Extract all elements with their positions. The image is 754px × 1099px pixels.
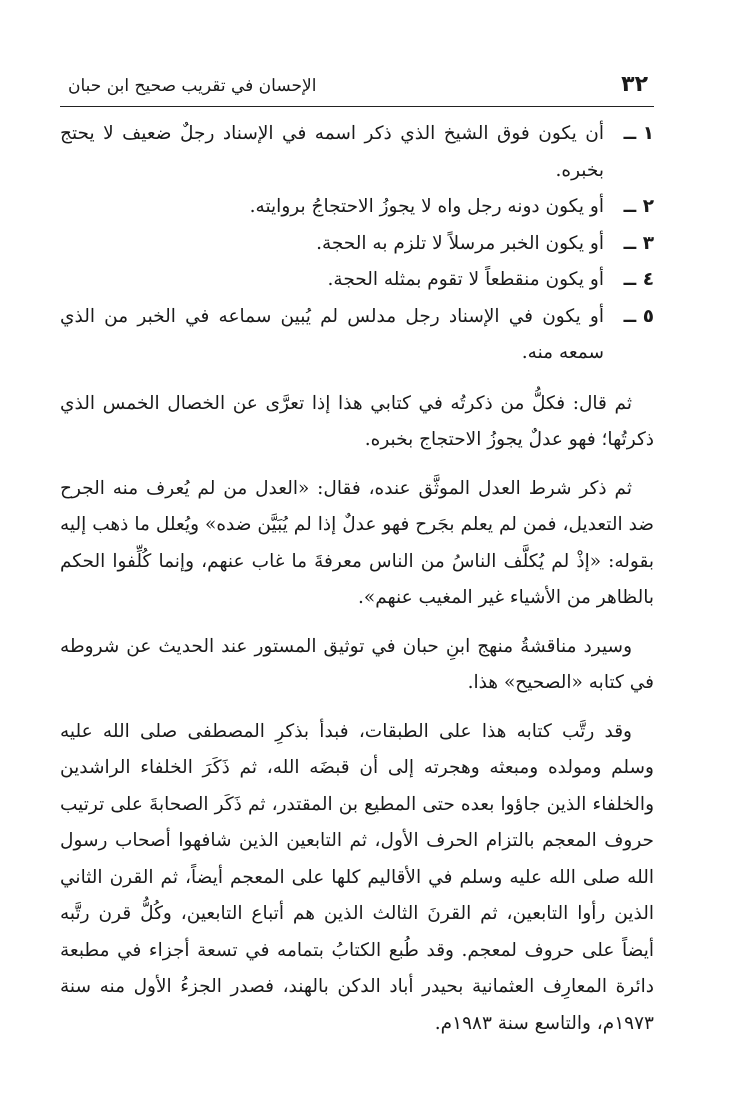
list-item-number: ٤ ــ: [623, 269, 654, 290]
list-item-number: ٢ ــ: [623, 196, 654, 217]
list-item-text: أو يكون في الإسناد رجل مدلس لم يُبين سماعه في الخبر من الذي سمعه منه.: [60, 305, 604, 363]
conditions-list: [60, 116, 654, 372]
paragraph: وسيرد مناقشةُ منهج ابنِ حبان في توثيق المستور عند الحديث عن شروطه في كتابه «الصحيح» هذا.: [60, 635, 654, 693]
list-item-text: أو يكون الخبر مرسلاً لا تلزم به الحجة.: [316, 232, 604, 254]
paragraph: ثم ذكر شرط العدل الموثَّق عنده، فقال: «العدل من لم يُعرف منه الجرح ضد التعديل، فمن لم يعلم بجَرح فهو عدلٌ إذا لم يُبَيَّن ضده» ويُعلل ما ذهب إليه بقوله: «إذْ لم يُكلَّف الناسُ من الناس معرفةَ ما غاب عنهم، وإنما كُلِّفوا الحكم بالظاهر من الأشياء غير المغيب عنهم».: [60, 477, 654, 608]
list-item-number: ٥ ــ: [623, 305, 654, 327]
list-item-text: أن يكون فوق الشيخ الذي ذكر اسمه في الإسناد رجلٌ ضعيف لا يحتج بخبره.: [60, 123, 604, 181]
list-item: [60, 226, 654, 263]
list-item: [60, 299, 654, 372]
list-item-text: أو يكون دونه رجل واه لا يجوزُ الاحتجاجُ بروايته.: [249, 196, 604, 217]
list-item-text: أو يكون منقطعاً لا تقوم بمثله الحجة.: [327, 269, 604, 290]
paragraph: وقد رتَّب كتابه هذا على الطبقات، فبدأ بذكرِ المصطفى صلى الله عليه وسلم ومولده ومبعثه وهجرته إلى أن قبضَه الله، ثم ذَكَرَ الخلفاء الراشدين والخلفاء الذين جاؤوا بعده حتى المطيع بن المقتدر، ثم ذَكَر الصحابةَ على ترتيب حروف المعجم بالتزام الحرف الأول، ثم التابعين الذين شافهوا أصحاب رسول الله صلى الله عليه وسلم في الأقاليم كلها على المعجم أيضاً، ثم القرن الثاني الذين رأوا التابعين، ثم القرنَ الثالث الذين هم أتباع التابعين، وكُلُّ قرن رتَّبه أيضاً على حروف لمعجم. وقد طُبع الكتابُ بتمامه في تسعة أجزاء في مطبعة دائرة المعارِف العثمانية بحيدر أباد الدكن بالهند، فصدر الجزءُ الأول منه سنة ١٩٧٣م، والتاسع سنة ١٩٨٣م.: [60, 720, 654, 1034]
page-number: ٣٢: [621, 72, 648, 97]
page-body: [60, 116, 654, 1042]
list-item: [60, 189, 654, 226]
list-item-number: ١ ــ: [623, 123, 654, 144]
page-header: [60, 70, 654, 107]
list-item: [60, 116, 654, 189]
paragraph: ثم قال: فكلُّ من ذكرتُه في كتابي هذا إذا تعرَّى عن الخصال الخمس الذي ذكرتُها؛ فهو عدلٌ يجوزُ الاحتجاج بخبره.: [60, 392, 654, 450]
list-item: [60, 262, 654, 299]
list-item-number: ٣ ــ: [623, 232, 654, 254]
running-title: الإحسان في تقريب صحيح ابن حبان: [68, 76, 317, 96]
